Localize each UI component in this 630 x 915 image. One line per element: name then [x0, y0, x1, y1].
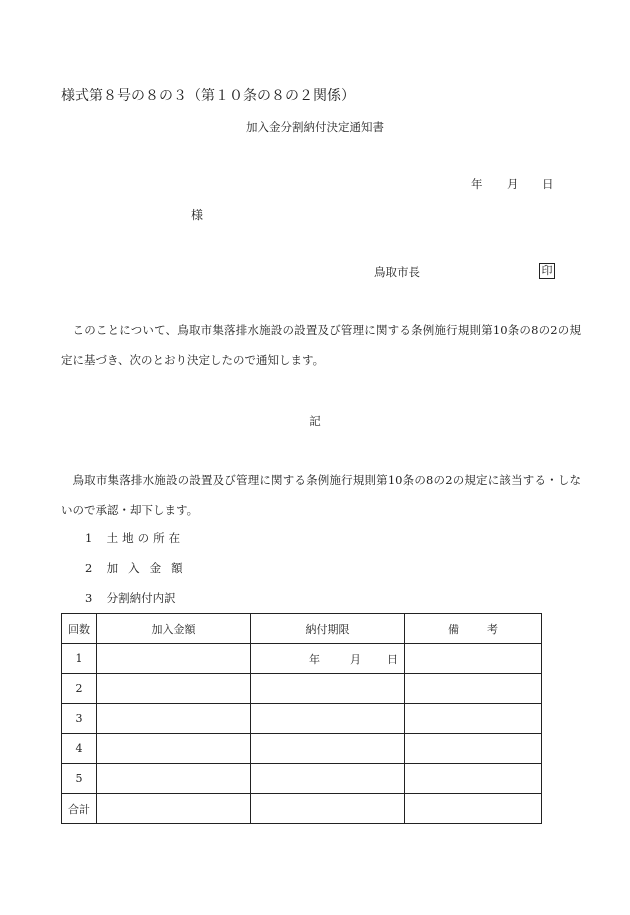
table-total-row: [62, 794, 542, 824]
row-due-date-cell: [251, 674, 405, 704]
item-label: 土地の所在: [106, 531, 185, 545]
item-label: 分割納付内訳: [106, 591, 176, 605]
row-remarks-cell: [405, 704, 542, 734]
item-number: 2: [85, 561, 93, 575]
row-remarks-cell: [405, 764, 542, 794]
row-amount-cell: [97, 674, 251, 704]
installment-table: [61, 613, 542, 824]
decision-paragraph: 鳥取市集落排水施設の設置及び管理に関する条例施行規則第10条の8の2の規定に該当する・しないので承認・却下します。: [61, 473, 581, 517]
row-amount-cell: [97, 704, 251, 734]
header-count: 回数: [62, 614, 97, 644]
row-remarks-cell: [405, 674, 542, 704]
date-year-label: 年: [471, 177, 483, 191]
row-remarks-cell: [405, 734, 542, 764]
row-count: 3: [62, 704, 97, 734]
item-number: 1: [85, 531, 93, 545]
row-due-date-cell: [251, 764, 405, 794]
seal-mark: 印: [539, 263, 555, 279]
due-month-label: 月: [350, 652, 361, 666]
row-due-date-cell: [251, 734, 405, 764]
document-title: 加入金分割納付決定通知書: [246, 120, 384, 134]
row-amount-cell: [97, 764, 251, 794]
table-row: [62, 674, 542, 704]
row-count: 5: [62, 764, 97, 794]
table-row: [62, 644, 542, 674]
row-remarks-cell: [405, 794, 542, 824]
header-remarks-char-2: 考: [487, 622, 498, 636]
form-number: 様式第８号の８の３（第１０条の８の２関係）: [61, 88, 355, 104]
row-amount-cell: [97, 794, 251, 824]
date-day-label: 日: [542, 177, 554, 191]
row-count: 1: [62, 644, 97, 674]
table-row: [62, 734, 542, 764]
item-installment-breakdown: [85, 590, 176, 606]
row-count: 4: [62, 734, 97, 764]
table-row: [62, 764, 542, 794]
addressee-suffix: 様: [191, 208, 204, 222]
header-amount: 加入金額: [97, 614, 251, 644]
row-due-date-cell: [251, 644, 405, 674]
due-day-label: 日: [387, 652, 398, 666]
date-month-label: 月: [507, 177, 519, 191]
item-land-location: [85, 530, 184, 546]
ki-heading: 記: [309, 414, 321, 428]
table-header-row: [62, 614, 542, 644]
row-count-total: 合計: [62, 794, 97, 824]
due-year-label: 年: [309, 652, 320, 666]
item-label: 加入金額: [106, 561, 193, 575]
notice-paragraph: このことについて、鳥取市集落排水施設の設置及び管理に関する条例施行規則第10条の8の2の規定に基づき、次のとおり決定したので通知します。: [61, 323, 581, 367]
row-amount-cell: [97, 734, 251, 764]
row-due-date-cell: [251, 794, 405, 824]
row-count: 2: [62, 674, 97, 704]
row-due-date-cell: [251, 704, 405, 734]
item-connection-fee: [85, 560, 193, 576]
header-due-date: 納付期限: [251, 614, 405, 644]
row-remarks-cell: [405, 644, 542, 674]
issuer-name: 鳥取市長: [374, 265, 420, 279]
header-remarks: [405, 614, 542, 644]
header-remarks-char-1: 備: [448, 622, 459, 636]
table-row: [62, 704, 542, 734]
item-number: 3: [85, 591, 93, 605]
row-amount-cell: [97, 644, 251, 674]
